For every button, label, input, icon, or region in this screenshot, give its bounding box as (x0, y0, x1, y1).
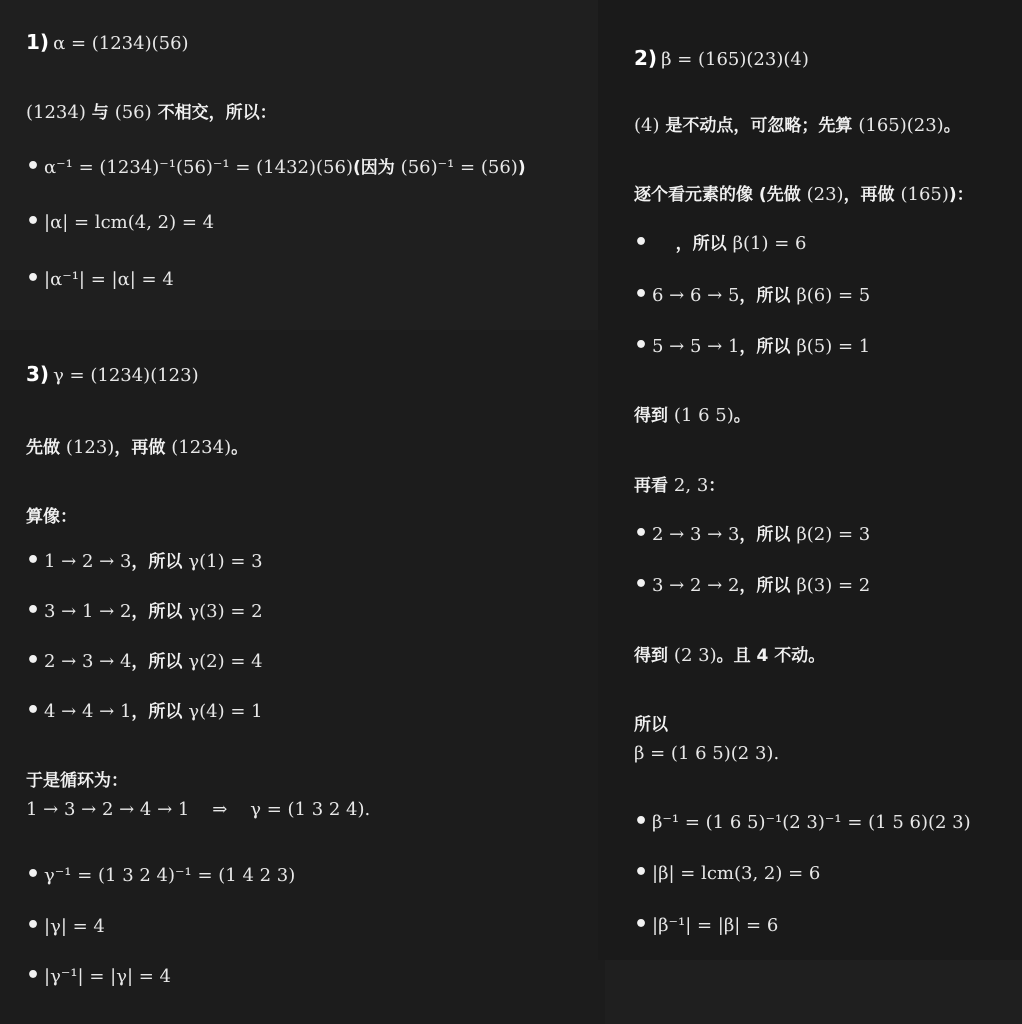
math-expression: 6 → 6 → 5 (652, 285, 740, 306)
math-expression: (1234) (171, 437, 232, 458)
section-1-title (26, 30, 189, 54)
beta-so-label (634, 710, 668, 735)
so-label: 所以 (634, 715, 668, 735)
bullet-dot: • (26, 598, 41, 623)
beta-look-again (634, 471, 725, 496)
bullet-dot: • (26, 913, 41, 938)
bullet-dot: • (26, 548, 41, 573)
text-fragment: ，所以 (739, 576, 797, 596)
bullet-dot: • (26, 266, 41, 291)
math-expression: |γ⁻¹| = |γ| = 4 (44, 966, 171, 987)
text-fragment: ，所以 (131, 652, 189, 672)
bullet-dot: • (634, 860, 649, 885)
section-1-intro (26, 98, 277, 123)
math-expression: (1 6 5) (673, 405, 734, 426)
math-expression: β(5) = 1 (796, 336, 871, 357)
math-expression: 2 → 3 → 4 (44, 651, 132, 672)
bullet-dot: • (634, 521, 649, 546)
math-expression: (2 3) (673, 645, 717, 666)
math-expression: 4 → 4 → 1 (44, 701, 132, 722)
text-fragment: 。 (733, 406, 751, 426)
beta-order-bullet (634, 860, 820, 885)
gamma-image-bullet (26, 697, 263, 723)
bullet-dot: • (634, 912, 649, 937)
beta-fixed-point-note (634, 111, 961, 136)
gamma-order-note (26, 433, 248, 458)
math-expression: |α| = lcm(4, 2) = 4 (44, 212, 215, 233)
math-expression: 3 → 2 → 2 (652, 575, 740, 596)
section-3-heading: 3) (26, 362, 50, 386)
math-expression: β(1) = 6 (732, 233, 807, 254)
math-expression: γ(2) = 4 (188, 651, 263, 672)
beta-definition: β = (165)(23)(4) (661, 49, 809, 70)
beta-result: β = (1 6 5)(2 3). (634, 743, 780, 764)
text-fragment: ) (517, 158, 526, 178)
cycle-label: 于是循环为： (26, 771, 128, 791)
alpha-definition: α = (1234)(56) (53, 33, 189, 54)
math-expression: (56) (114, 102, 152, 123)
bullet-dot: • (26, 963, 41, 988)
beta-image-bullet (634, 520, 870, 546)
math-expression: 1 → 2 → 3 (44, 551, 132, 572)
text-fragment: 是不动点，可忽略；先算 (659, 116, 859, 136)
gamma-cycle-label (26, 766, 128, 791)
text-fragment: ，所以 (131, 702, 189, 722)
math-expression: (4) (634, 115, 660, 136)
beta-inverse-bullet (634, 809, 971, 834)
math-expression: (1234) (26, 102, 86, 123)
section-2-heading: 2) (634, 46, 658, 70)
math-expression: β⁻¹ = (1 6 5)⁻¹(2 3)⁻¹ = (1 5 6)(2 3) (652, 812, 971, 833)
alpha-inverse-order-bullet (26, 266, 174, 291)
math-expression: β(3) = 2 (796, 575, 871, 596)
text-fragment: (因为 (352, 158, 401, 178)
math-expression: 2, 3 (673, 475, 709, 496)
math-expression: (123) (65, 437, 115, 458)
gamma-calc-label (26, 502, 77, 527)
text-fragment: ，所以 (131, 602, 189, 622)
beta-image-bullet (634, 332, 870, 358)
text-fragment: ： (708, 476, 726, 496)
bullet-dot: • (26, 862, 41, 887)
text-fragment: 逐个看元素的像 (先做 (634, 185, 807, 205)
section-3-title (26, 362, 199, 386)
bullet-dot: • (26, 698, 41, 723)
math-expression: (165)(23) (858, 115, 944, 136)
math-expression: (23) (806, 184, 844, 205)
math-expression: β(2) = 3 (796, 524, 871, 545)
math-expression: (165) (900, 184, 949, 205)
text-fragment: ，所以 (652, 234, 733, 254)
text-fragment: 。 (231, 438, 249, 458)
math-expression: 2 → 3 → 3 (652, 524, 740, 545)
bullet-dot: • (26, 154, 41, 179)
text-fragment: 再看 (634, 476, 674, 496)
calc-label: 算像： (26, 507, 77, 527)
text-fragment: 与 (85, 103, 115, 123)
bullet-dot: • (634, 333, 649, 358)
math-expression: γ(4) = 1 (188, 701, 263, 722)
math-expression: |β⁻¹| = |β| = 6 (652, 915, 779, 936)
text-fragment: ，所以 (739, 337, 797, 357)
text-fragment: ，再做 (843, 185, 901, 205)
text-fragment: 得到 (634, 406, 674, 426)
math-expression: (56)⁻¹ = (56) (400, 157, 518, 178)
beta-image-bullet (634, 229, 806, 255)
bullet-dot: • (634, 809, 649, 834)
bullet-dot: • (634, 572, 649, 597)
gamma-definition: γ = (1234)(123) (53, 365, 199, 386)
cycle-formula: 1 → 3 → 2 → 4 → 1 ⇒ γ = (1 3 2 4). (26, 799, 371, 820)
gamma-inverse-order-bullet (26, 963, 171, 988)
math-expression: γ⁻¹ = (1 3 2 4)⁻¹ = (1 4 2 3) (44, 865, 296, 886)
math-expression: |γ| = 4 (44, 916, 105, 937)
beta-image-bullet (634, 281, 870, 307)
math-expression: γ(1) = 3 (188, 551, 263, 572)
text-fragment: ，所以 (739, 525, 797, 545)
bullet-dot: • (26, 209, 41, 234)
text-fragment: 。且 4 不动。 (716, 646, 826, 666)
math-expression: β(6) = 5 (796, 285, 871, 306)
gamma-image-bullet (26, 597, 263, 623)
beta-cycle-result-1 (634, 401, 751, 426)
bullet-dot: • (26, 648, 41, 673)
beta-cycle-result-2 (634, 641, 825, 666)
alpha-inverse-bullet (26, 153, 526, 179)
section-2-title (634, 46, 809, 70)
beta-image-bullet (634, 571, 870, 597)
math-expression: 3 → 1 → 2 (44, 601, 132, 622)
gamma-image-bullet (26, 647, 263, 673)
text-fragment: ，再做 (114, 438, 172, 458)
math-expression: γ(3) = 2 (188, 601, 263, 622)
gamma-inverse-bullet (26, 862, 295, 887)
bullet-dot: • (634, 230, 649, 255)
text-fragment: 。 (943, 116, 961, 136)
beta-result-formula (634, 743, 779, 764)
text-fragment: ，所以 (739, 286, 797, 306)
math-expression: |α⁻¹| = |α| = 4 (44, 269, 174, 290)
text-fragment: 先做 (26, 438, 66, 458)
section-1-heading: 1) (26, 30, 50, 54)
math-expression: 5 → 5 → 1 (652, 336, 740, 357)
text-fragment: 得到 (634, 646, 674, 666)
text-fragment: ，所以 (131, 552, 189, 572)
beta-order-note (634, 180, 974, 205)
alpha-order-bullet (26, 209, 214, 234)
beta-inverse-order-bullet (634, 912, 778, 937)
math-expression: |β| = lcm(3, 2) = 6 (652, 863, 821, 884)
text-fragment: )： (948, 185, 974, 205)
gamma-order-bullet (26, 913, 105, 938)
text-fragment: 不相交，所以： (151, 103, 277, 123)
bullet-dot: • (634, 282, 649, 307)
math-expression: α⁻¹ = (1234)⁻¹(56)⁻¹ = (1432)(56) (44, 157, 353, 178)
gamma-cycle-formula (26, 799, 370, 820)
gamma-image-bullet (26, 547, 263, 573)
